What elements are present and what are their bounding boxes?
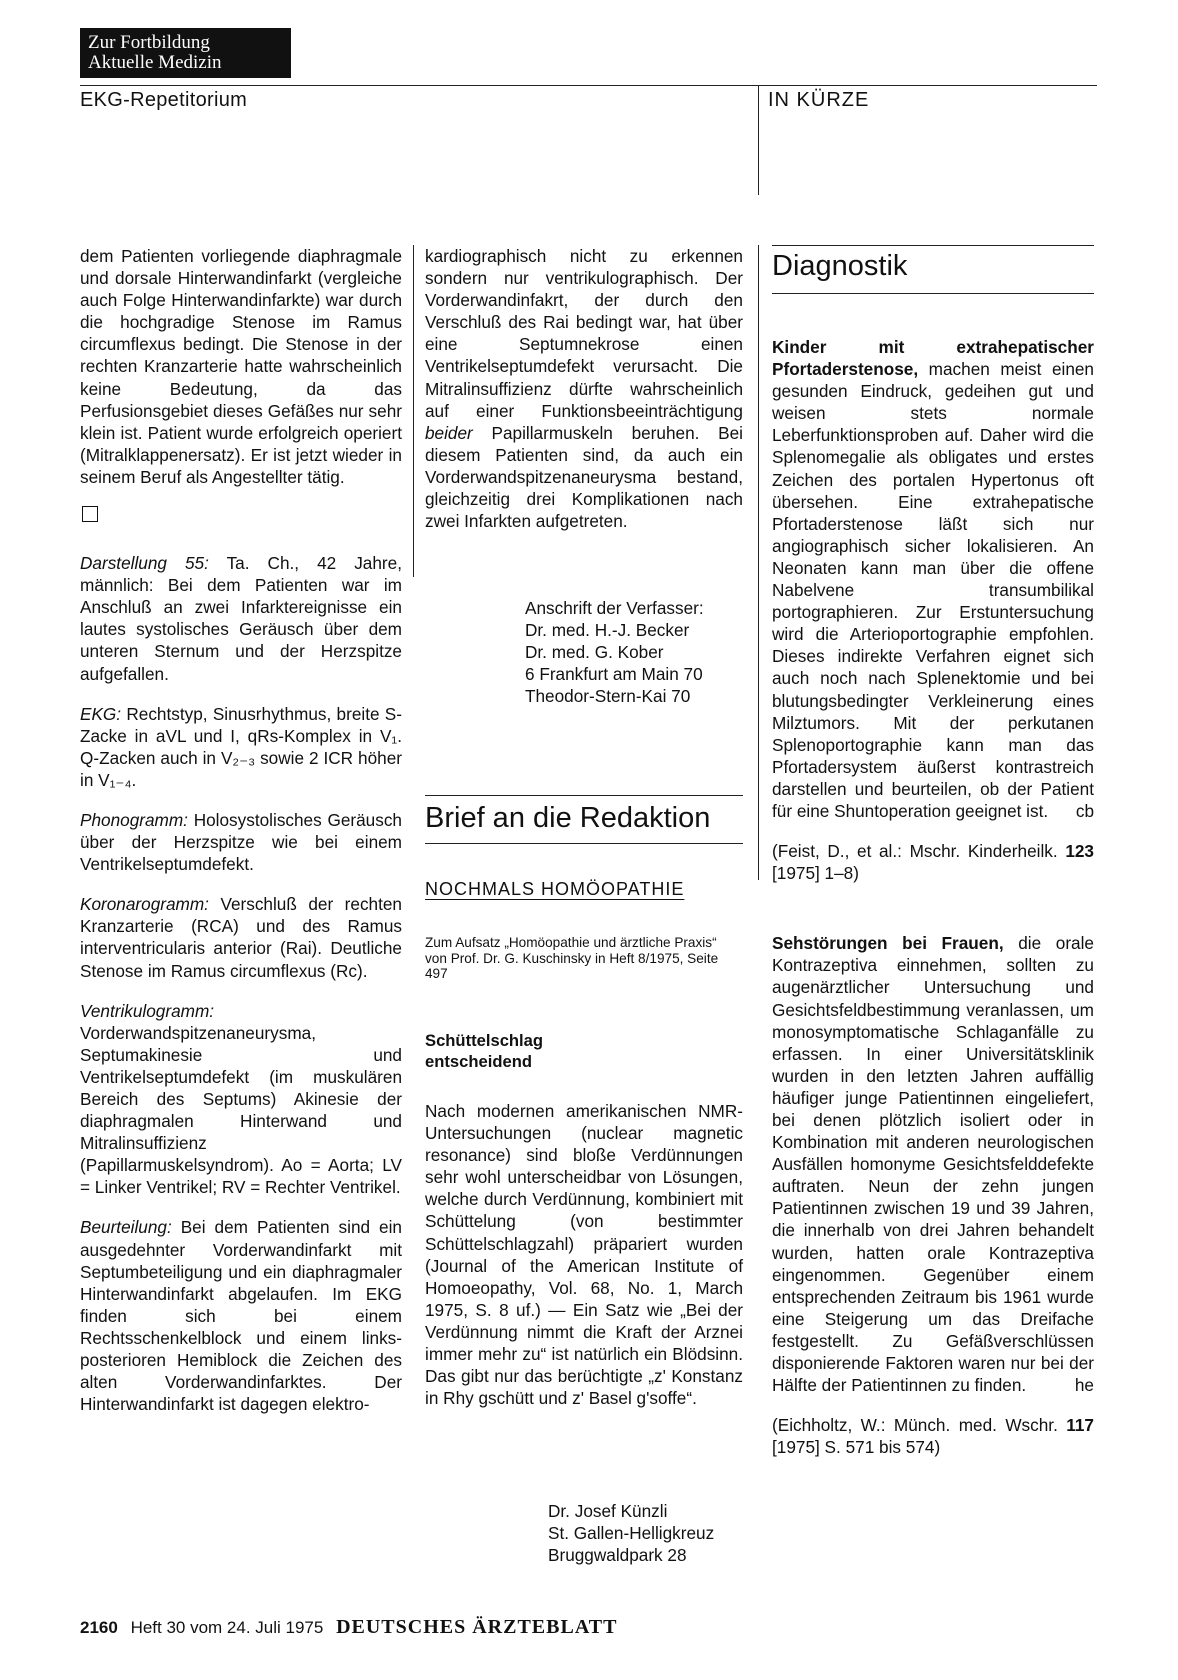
ventri-text: Vorderwandspitzenaneurysma, Septumakinesie und Ventrikelseptumdefekt (im muskulären Bereich des Septums) Akinesie der diaphragmalen Hinterwand und Mitralinsuffizienz (Papillarmuskelsyndrom). Ao = Aorta; LV = Linker Ventrikel; RV = Rechter Ventrikel. [80, 1022, 402, 1198]
letter-subheading [425, 1030, 543, 1072]
phono-text: Holosystolisches Geräusch über der Herzspitze wie bei einem Ventrikelseptumdefekt. [80, 809, 402, 875]
korona-label: Koronarogramm: [80, 894, 209, 915]
badge-line-2: Aktuelle Medizin [88, 52, 222, 73]
address-line: 6 Frankfurt am Main 70 [525, 664, 703, 684]
section-badge [80, 28, 291, 78]
author-address [525, 597, 704, 707]
brief-heading: Brief an die Redaktion [425, 802, 711, 834]
signature-line: St. Gallen-Helligkreuz [548, 1523, 715, 1543]
column-divider-1 [413, 245, 414, 577]
page-number: 2160 [80, 1618, 118, 1637]
letter-signature [548, 1500, 714, 1566]
paragraph-intro: dem Patienten vorliegende diaphragmale und dorsale Hinterwandinfarkt (vergleiche auch Folge Hinterwandinfarkte) war durch die hochgradige Stenose im Ramus circumflexus bedingt. Die Stenose in der rechten Kranzarterie hatte wahrscheinlich keine Bedeutung, da das Perfusionsgebiet dieses Gefäßes nur sehr klein ist. Patient wurde erfolgreich operiert (Mitralklappenersatz). Er ist jetzt wieder in seinem Beruf als Angestellter tätig. [80, 246, 402, 487]
section-title-right: IN KÜRZE [768, 89, 870, 111]
signature-line: Bruggwaldpark 28 [548, 1545, 687, 1565]
paragraph-phonogramm [80, 809, 402, 875]
letter-body [425, 1100, 743, 1427]
continuation-text-b: Papillarmuskeln beruhen. Bei diesem Patienten sind, da auch ein Vorderwandspitzenaneurysma bestand, gleichzeitig drei Komplikationen nach zwei Infarkten aufgetreten. [425, 422, 743, 532]
brief-rule-bottom [425, 843, 743, 844]
paragraph-beurteilung [80, 1216, 402, 1415]
subheading-line-2: entscheidend [425, 1052, 532, 1071]
item1-author: cb [1075, 800, 1094, 821]
brief-item-2 [772, 932, 1094, 1396]
continuation-text-a: kardiographisch nicht zu erkennen sondern nur ventrikulographisch. Der Vorderwandinfakrt, der durch den Verschluß des Rai bedingt war, hat über eine Septumnekrose einen Ventrikelseptumdefekt verursacht. Die Mitralinsuffizienz dürfte wahrscheinlich auf einer Funktionsbeeinträchtigung [425, 246, 743, 421]
address-line: Dr. med. H.-J. Becker [525, 620, 690, 640]
address-line: Anschrift der Verfasser: [525, 598, 704, 618]
column-left [80, 245, 402, 1433]
letter-text: Nach modernen amerikanischen NMR-Untersuchungen (nuclear magnetic resonance) sind bloße Verdünnungen sehr wohl unterscheidbar von Lösungen, welche durch Verdünnung, kombiniert mit Schüttelung (von bestimmter Schüttelschlagzahl) präpariert wurden (Journal of the American Institute of Homoeopathy, Vol. 68, No. 1, March 1975, S. 8 uf.) — Ein Satz wie „Bei der Verdünnung nimmt die Kraft der Arznei immer mehr zu“ ist natürlich ein Blödsinn. Das gibt nur das berüchtigte „z' Konstanz in Rhy gschütt und z' Basel g'soffe“. [425, 1101, 743, 1409]
signature-line: Dr. Josef Künzli [548, 1501, 668, 1521]
column-divider-2 [758, 245, 759, 880]
ref2-text-b: [1975] S. 571 bis 574) [772, 1437, 941, 1458]
brief-rule-top [425, 795, 743, 796]
ref1-text-a: (Feist, D., et al.: Mschr. Kinderheilk. [772, 841, 1066, 862]
column-middle-top [425, 245, 743, 550]
item1-title: Kinder mit extrahepatischer Pfortaderstenose, [772, 337, 1094, 380]
end-of-case-box [82, 506, 98, 522]
paragraph-ventrikulogramm [80, 1000, 402, 1199]
phono-label: Phonogramm: [80, 809, 188, 830]
masthead: DEUTSCHES ÄRZTEBLATT [336, 1616, 618, 1638]
reference-1 [772, 840, 1094, 884]
header-column-divider [758, 85, 759, 195]
diagnostik-rule-top [772, 245, 1094, 246]
ventri-label: Ventrikulogramm: [80, 1000, 215, 1021]
darstellung-text: Ta. Ch., 42 Jahre, männlich: Bei dem Patienten war im Anschluß an zwei Infarktereignisse ein lautes systolisches Geräusch über dem unteren Sternum und der Herzspitze aufgefallen. [80, 553, 402, 684]
letter-reference: Zum Aufsatz „Homöopathie und ärztliche Praxis“ von Prof. Dr. G. Kuschinsky in Heft 8/1975, Seite 497 [425, 935, 719, 981]
item2-author: he [1074, 1375, 1094, 1396]
ref2-text-a: (Eichholtz, W.: Münch. med. Wschr. [772, 1415, 1067, 1436]
paragraph-darstellung [80, 552, 402, 685]
issue-info: Heft 30 vom 24. Juli 1975 [130, 1618, 324, 1637]
ekg-text: Rechtstyp, Sinusrhythmus, breite S-Zacke in aVL und I, qRs-Komplex in V₁. Q-Zacken auch in V₂₋₃ sowie 2 ICR höher in V₁₋₄. [80, 703, 402, 790]
brief-item-1 [772, 336, 1094, 822]
item2-title: Sehstörungen bei Frauen, [772, 933, 1004, 954]
diagnostik-rule-bottom [772, 293, 1094, 294]
diagnostik-heading: Diagnostik [772, 250, 908, 282]
address-line: Dr. med. G. Kober [525, 642, 664, 662]
column-right [772, 336, 1094, 1476]
address-line: Theodor-Stern-Kai 70 [525, 686, 691, 706]
paragraph-ekg [80, 703, 402, 791]
continuation-italic: beider [425, 422, 473, 443]
ekg-label: EKG: [80, 703, 122, 724]
page-footer [80, 1616, 617, 1639]
paragraph-continuation [425, 245, 743, 532]
header-rule [80, 85, 1097, 86]
item2-text: die orale Kontrazeptiva einnehmen, sollten zu augenärztlicher Untersuchung und Gesichtsfeldbestimmung veranlassen, um monosymptomatische Schlaganfälle zu erfassen. In einer Universitätsklinik wurden in den letzten Jahren auffällig häufiger junge Patientinnen eingeliefert, bei denen plötzlich isoliert oder in Kombination mit anderen neurologischen Ausfällen homonyme Gesichtsfelddefekte auftraten. Neun der zehn jungen Patientinnen zwischen 19 und 39 Jahren, die innerhalb von drei Jahren behandelt wurden, hatten orale Kontrazeptiva eingenommen. Gegenüber einem entsprechenden Zeitraum bis 1961 wurde eine Steigerung um das Dreifache festgestellt. Zu Gefäßverschlüssen disponierende Faktoren waren nur bei der Hälfte der Patientinnen zu finden. [772, 933, 1094, 1396]
korona-text: Verschluß der rechten Kranzarterie (RCA) und des Ramus interventricularis anterior (Rai). Deutliche Stenose im Ramus circumflexus (Rc). [80, 894, 402, 981]
beurt-text: Bei dem Patienten sind ein ausgedehnter Vorderwandinfarkt mit Septumbeteiligung und ein diaphragmaler Hinterwandinfarkt abgelaufen. Im EKG finden sich bei einem Rechtsschenkelblock und einem links-posterioren Hemiblock die Zeichen des alten Vorderwandinfarktes. Der Hinterwandinfarkt ist dagegen elektro- [80, 1217, 402, 1415]
badge-line-1: Zur Fortbildung [88, 32, 210, 53]
ref1-volume: 123 [1065, 841, 1094, 862]
beurt-label: Beurteilung: [80, 1217, 172, 1238]
darstellung-label: Darstellung 55: [80, 553, 209, 574]
letter-heading: NOCHMALS HOMÖOPATHIE [425, 879, 685, 899]
subheading-line-1: Schüttelschlag [425, 1031, 544, 1050]
ref2-volume: 117 [1066, 1415, 1094, 1436]
paragraph-koronarogramm [80, 893, 402, 981]
ref1-text-b: [1975] 1–8) [772, 863, 859, 884]
item1-text: machen meist einen gesunden Eindruck, gedeihen gut und weisen stets normale Leberfunktionsproben auf. Daher wird die Splenomegalie als obligates und erstes Zeichen des portalen Hypertonus oft übersehen. Eine extrahepatische Pfortaderstenose läßt sich nur angiographisch sicher lokalisieren. An Neonaten kann man über die offene Nabelvene transumbilikal portographieren. Zur Erstuntersuchung wird die Arterioportographie empfohlen. Dieses indirekte Verfahren eignet sich auch noch nach Splenektomie und bei blutungsbedingter Verkleinerung eines Milztumors. Mit der perkutanen Splenoportographie kann man das Pfortadersystem äußerst kontrastreich darstellen und beurteilen, ob der Patient für eine Shuntoperation geeignet ist. [772, 359, 1094, 821]
reference-2 [772, 1414, 1094, 1458]
section-title-left: EKG-Repetitorium [80, 89, 248, 111]
